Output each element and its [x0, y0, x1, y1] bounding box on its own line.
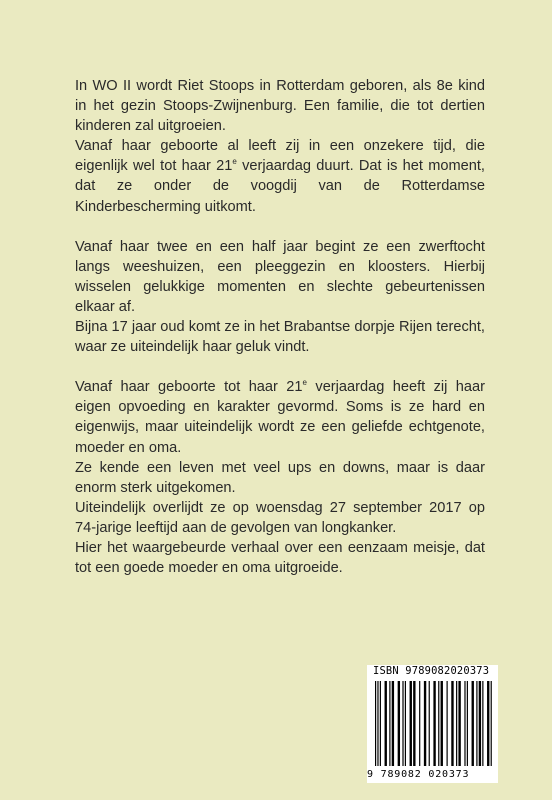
barcode-bar — [429, 681, 430, 766]
barcode-bar — [380, 681, 381, 766]
barcode-bar — [456, 681, 457, 766]
blurb — [75, 76, 485, 578]
barcode-bar — [385, 681, 387, 766]
barcode-bar — [433, 681, 435, 766]
barcode-bar — [464, 681, 465, 766]
barcode-bar — [375, 681, 376, 766]
barcode-bar — [405, 681, 406, 766]
barcode-bar — [419, 681, 420, 766]
isbn-barcode — [367, 665, 498, 783]
barcode-bar — [377, 681, 378, 766]
barcode-bar — [491, 681, 492, 766]
barcode-bar — [410, 681, 412, 766]
barcode-bars — [375, 681, 493, 766]
barcode-bar — [392, 681, 394, 766]
paragraph-8: Hier het waargebeurde verhaal over een eenzaam meisje, dat tot een goede moeder en oma uitgroeide. — [75, 539, 485, 577]
barcode-bar — [458, 681, 460, 766]
barcode-bar — [398, 681, 400, 766]
paragraph-7: Uiteindelijk overlijdt ze op woensdag 27 september 2017 op 74-jarige leeftijd aan de gevolgen van longkanker. — [75, 499, 485, 536]
barcode-bar — [389, 681, 390, 766]
paragraph-5-text-a: Vanaf haar geboorte tot haar 21 — [75, 379, 303, 396]
barcode-bar — [482, 681, 483, 766]
barcode-bar — [438, 681, 439, 766]
barcode-bar — [451, 681, 453, 766]
paragraph-6: Ze kende een leven met veel ups en downs, maar is daar enorm sterk uitgekomen. — [75, 459, 485, 496]
barcode-digits: 9 789082 020373 — [367, 769, 470, 780]
paragraph-4: Bijna 17 jaar oud komt ze in het Brabantse dorpje Rijen terecht, waar ze uiteindelijk haar geluk vindt. — [75, 319, 485, 356]
paragraph-2 — [75, 136, 485, 216]
paragraph-1: In WO II wordt Riet Stoops in Rotterdam geboren, als 8e kind in het gezin Stoops-Zwijnenburg. Een familie, die tot dertien kinderen zal uitgroeien. — [75, 78, 485, 135]
isbn-label: ISBN 9789082020373 — [373, 665, 490, 677]
paragraph-2-text-a: Vanaf haar geboorte al leeft zij in een onzekere tijd, die eigenlijk wel tot haar 21 — [75, 138, 485, 175]
paragraph-2-text-b: verjaardag duurt. Dat is het moment, dat ze onder de voogdij van de Rotterdamse Kinderbescherming uitkomt. — [75, 158, 485, 215]
paragraph-3: Vanaf haar twee en een half jaar begint ze een zwerftocht langs weeshuizen, een pleeggezin en kloosters. Hierbij wisselen gelukkige momenten en slechte gebeurtenissen elkaar af. — [75, 238, 485, 315]
barcode-bar — [476, 681, 477, 766]
barcode-bar — [413, 681, 415, 766]
barcode-bar — [447, 681, 448, 766]
barcode-bar — [467, 681, 468, 766]
barcode-bar — [472, 681, 474, 766]
barcode-bar — [424, 681, 426, 766]
barcode-bar — [487, 681, 489, 766]
ordinal-suffix: e — [232, 157, 237, 167]
barcode-bar — [479, 681, 481, 766]
barcode-bar — [402, 681, 403, 766]
paragraph-5-text-b: verjaardag heeft zij haar eigen opvoeding en karakter gevormd. Soms is ze hard en eigenwijs, maar uiteindelijk wordt ze een geliefde echtgenote, moeder en oma. — [75, 379, 485, 456]
ordinal-suffix: e — [302, 378, 307, 388]
paragraph-5 — [75, 377, 485, 457]
barcode-bar — [441, 681, 443, 766]
